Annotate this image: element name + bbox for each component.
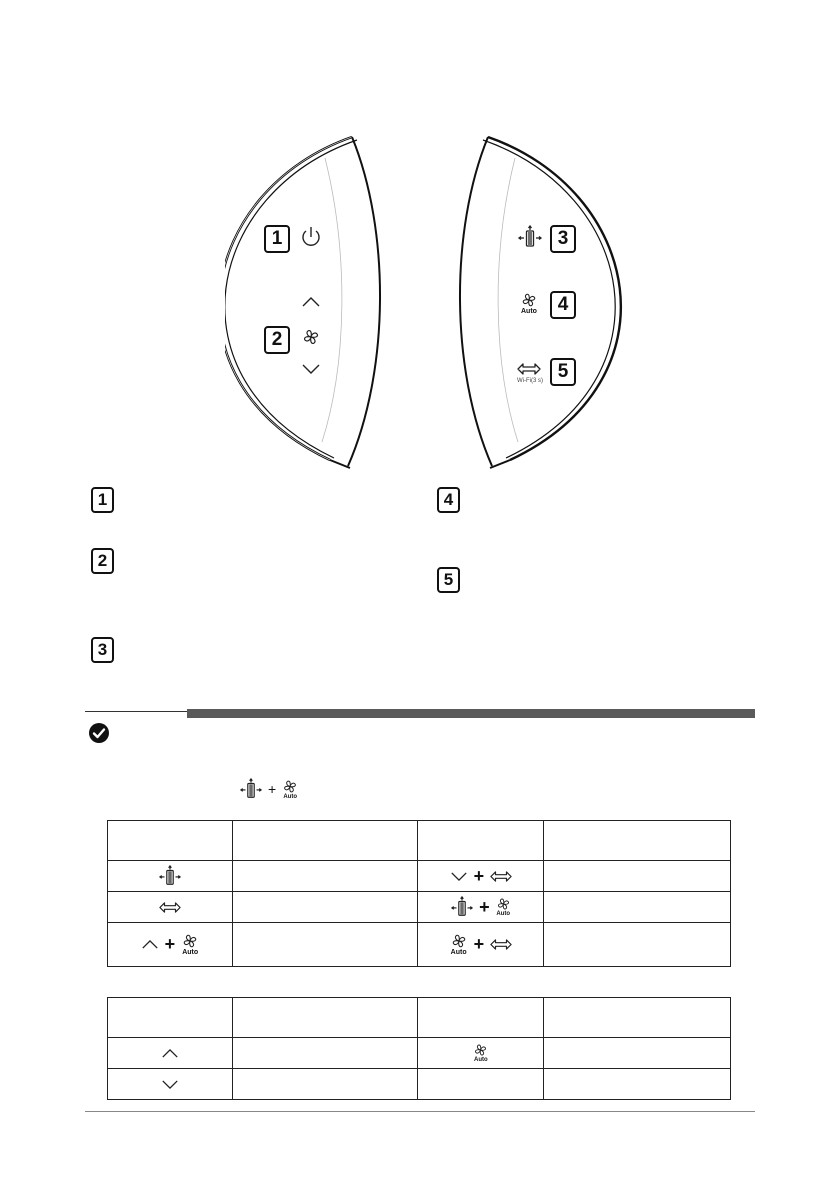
legend-marker-3: 3	[91, 637, 114, 663]
table-header-cell	[418, 821, 544, 861]
table-cell-desc	[232, 1038, 418, 1069]
note-combo	[240, 776, 298, 802]
table-cell-icon	[418, 1038, 544, 1069]
table-cell-desc	[544, 1038, 731, 1069]
fan-icon	[302, 328, 320, 346]
fan-auto-icon	[181, 933, 199, 956]
combo-auto-label: Auto	[283, 793, 298, 800]
table-row	[108, 892, 731, 923]
horizontal-swing-wifi-icon	[517, 362, 541, 376]
fan-auto-icon	[496, 897, 511, 917]
chevron-up-icon	[141, 939, 159, 950]
table-cell-icon	[418, 923, 544, 967]
footer-rule	[85, 1111, 755, 1112]
table-header-row	[108, 998, 731, 1038]
panel-marker-3: 3	[550, 225, 576, 253]
combo-plus: +	[268, 781, 277, 797]
table-cell-icon	[108, 1069, 233, 1100]
panel-marker-1: 1	[264, 225, 290, 253]
table-cell-icon	[108, 923, 233, 967]
check-circle-icon	[88, 722, 110, 744]
table-cell-icon	[418, 892, 544, 923]
panel-marker-5: 5	[550, 358, 576, 386]
note-divider-thin	[85, 711, 187, 712]
table-header-cell	[108, 998, 233, 1038]
table-cell-icon	[418, 861, 544, 892]
right-panel-half	[460, 137, 621, 468]
table-cell-desc	[544, 892, 731, 923]
table-cell-icon	[418, 1069, 544, 1100]
table-cell-icon	[108, 1038, 233, 1069]
table-header-cell	[232, 821, 418, 861]
table-cell-desc	[232, 923, 418, 967]
table-cell-icon	[108, 861, 233, 892]
table-header-cell	[544, 998, 731, 1038]
table-cell-desc	[544, 1069, 731, 1100]
wifi-label: Wi-Fi(3 s)	[517, 378, 543, 384]
auto-label: Auto	[496, 911, 510, 917]
fan-auto-icon	[473, 1043, 488, 1063]
table-header-cell	[544, 821, 731, 861]
vertical-swing-icon	[518, 225, 542, 249]
legend-marker-5: 5	[437, 567, 460, 593]
auto-label: Auto	[450, 949, 467, 956]
plus-sign: +	[473, 934, 485, 954]
legend-marker-1: 1	[91, 487, 114, 513]
table-cell-desc	[232, 1069, 418, 1100]
fan-auto-icon	[450, 933, 468, 956]
horizontal-swing-icon	[490, 938, 512, 951]
fan-auto-label: Auto	[521, 308, 537, 315]
horizontal-swing-icon	[490, 870, 512, 883]
legend-marker-2: 2	[91, 548, 114, 574]
horizontal-swing-icon	[159, 901, 181, 914]
table-row	[108, 861, 731, 892]
chevron-down-icon	[161, 1079, 179, 1090]
plus-sign: +	[479, 896, 490, 917]
fan-auto-icon	[520, 292, 538, 308]
table-cell-desc	[544, 923, 731, 967]
table-header-cell	[108, 821, 233, 861]
temp-up-chevron-icon	[301, 296, 321, 308]
power-icon	[300, 225, 322, 249]
auto-label: Auto	[182, 949, 199, 956]
fan-auto-icon	[282, 779, 298, 800]
panel-marker-2: 2	[264, 326, 290, 354]
table-cell-icon	[108, 892, 233, 923]
table-header-cell	[232, 998, 418, 1038]
vertical-swing-icon	[240, 778, 262, 800]
note-divider-bar	[187, 709, 755, 718]
table-header-row	[108, 821, 731, 861]
plus-sign: +	[164, 934, 176, 954]
panel-marker-4: 4	[550, 291, 576, 319]
chevron-up-icon	[161, 1048, 179, 1059]
button-combination-table	[107, 820, 731, 967]
plus-sign: +	[473, 865, 485, 886]
table-row	[108, 1069, 731, 1100]
table-cell-desc	[544, 861, 731, 892]
button-function-table	[107, 997, 731, 1100]
auto-label: Auto	[474, 1057, 488, 1063]
table-row	[108, 923, 731, 967]
table-header-cell	[418, 998, 544, 1038]
table-row	[108, 1038, 731, 1069]
temp-down-chevron-icon	[301, 363, 321, 375]
vertical-swing-icon	[451, 896, 473, 918]
legend-marker-4: 4	[437, 487, 460, 513]
table-cell-desc	[232, 892, 418, 923]
table-cell-desc	[232, 861, 418, 892]
chevron-down-icon	[450, 871, 468, 882]
vertical-swing-icon	[159, 865, 181, 887]
